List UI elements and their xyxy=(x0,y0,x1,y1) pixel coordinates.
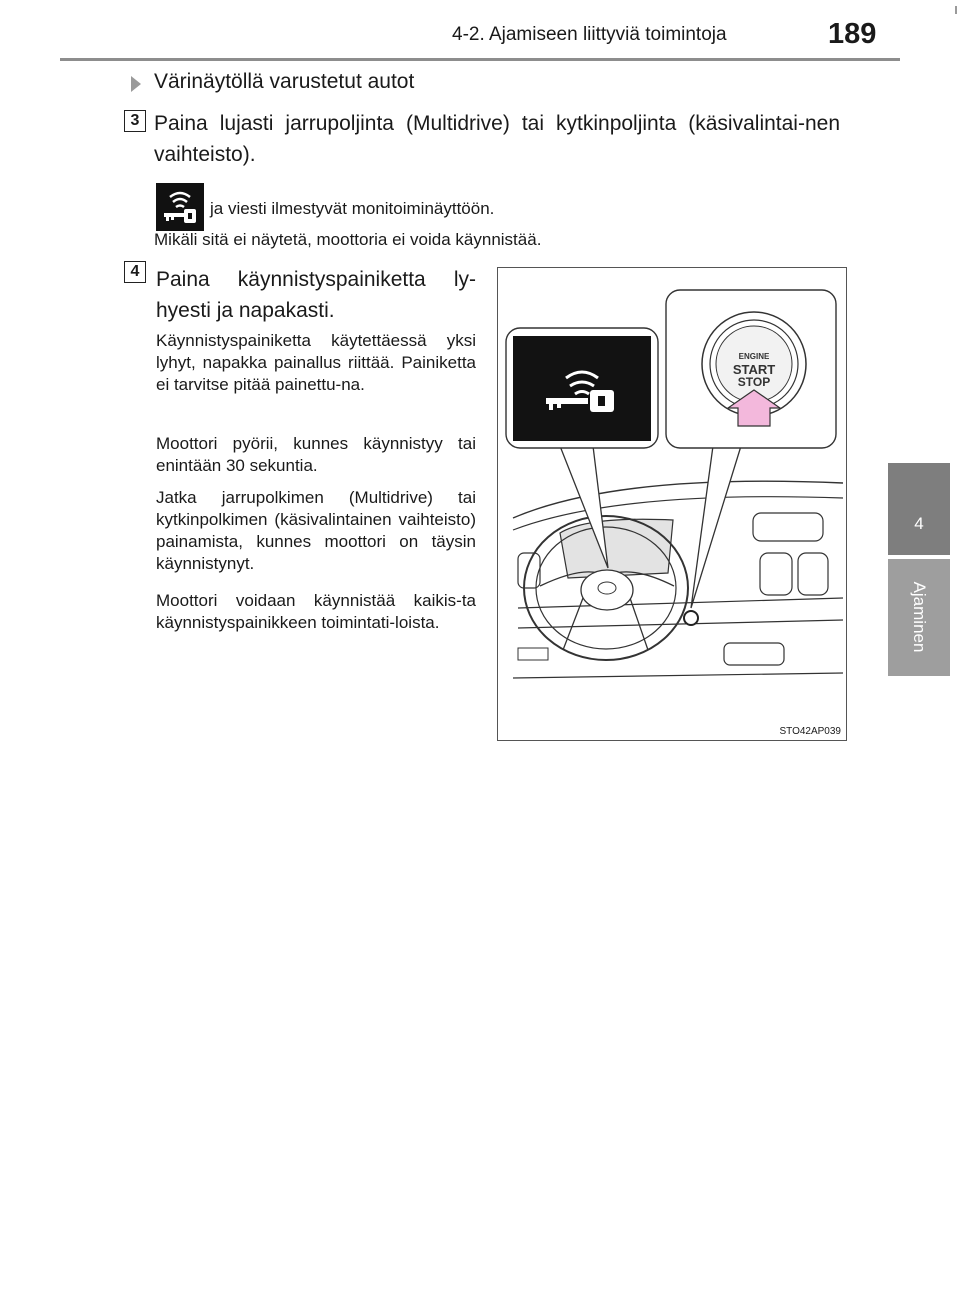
section-heading: Värinäytöllä varustetut autot xyxy=(154,70,415,93)
step-4-badge: 4 xyxy=(124,261,146,283)
step-4-paragraph: Käynnistyspainiketta käytettäessä yksi lyhyt, napakka painallus riittää. Painiketta ei tarvitse pitää painettu-na. xyxy=(156,331,476,394)
button-label-stop: STOP xyxy=(737,375,771,389)
step-3-instruction: Paina lujasti jarrupoljinta (Multidrive) tai kytkinpoljinta (käsivalintai-nen vaihteisto). xyxy=(154,112,840,166)
step-3-badge: 3 xyxy=(124,110,146,132)
page-number: 189 xyxy=(828,18,877,50)
dashboard-illustration xyxy=(497,267,847,741)
icon-description: ja viesti ilmestyvät monitoiminäyttöön. xyxy=(210,199,495,218)
chapter-label-tab xyxy=(888,559,950,676)
triangle-bullet-icon xyxy=(131,76,141,92)
smart-key-indicator-icon xyxy=(156,183,204,231)
chapter-number: 4 xyxy=(914,514,924,533)
button-label-start: START xyxy=(732,362,776,377)
section-title: 4-2. Ajamiseen liittyviä toimintoja xyxy=(452,24,727,45)
figure-code: STO42AP039 xyxy=(779,726,841,737)
step-4-paragraph: Moottori voidaan käynnistää kaikis-ta käynnistyspainikkeen toimintati-loista. xyxy=(156,591,476,632)
step-4-instruction: Paina käynnistyspainiketta ly-hyesti ja napakasti. xyxy=(156,268,476,322)
step-3-note: Mikäli sitä ei näytetä, moottoria ei voida käynnistää. xyxy=(154,230,542,249)
button-label-engine: ENGINE xyxy=(738,352,770,361)
crop-mark xyxy=(955,6,957,14)
step-4-paragraph: Moottori pyörii, kunnes käynnistyy tai enintään 30 sekuntia. xyxy=(156,434,476,475)
header-rule xyxy=(60,58,900,61)
step-4-paragraph: Jatka jarrupolkimen (Multidrive) tai kytkinpolkimen (käsivalintainen vaihteisto) painamista, kunnes moottori on täysin käynnistynyt. xyxy=(156,488,476,573)
engine-start-stop-button xyxy=(726,350,782,389)
chapter-label: Ajaminen xyxy=(910,581,929,653)
chapter-tab xyxy=(888,463,950,555)
